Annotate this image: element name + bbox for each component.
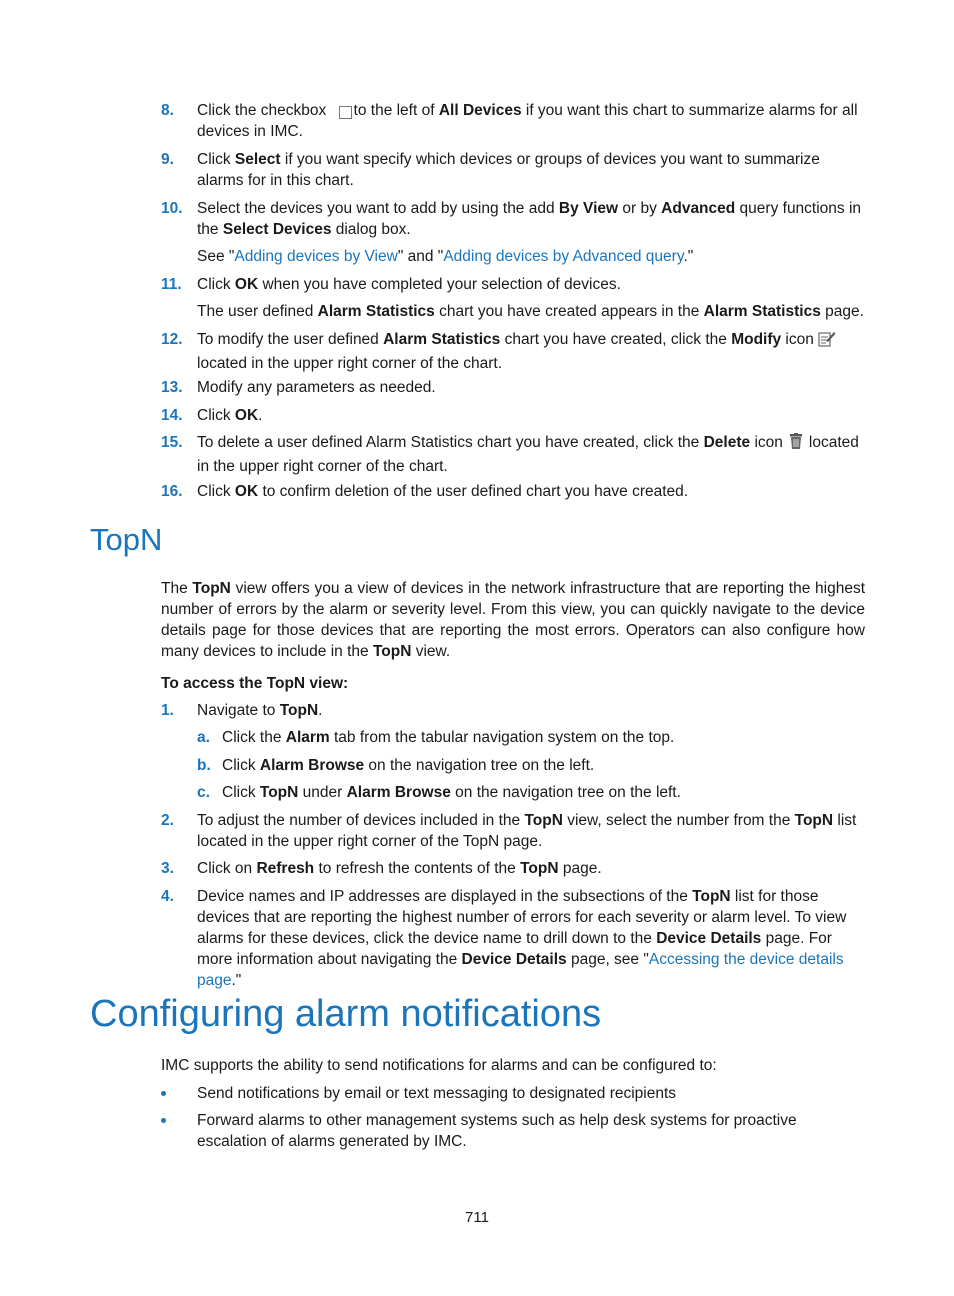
modify-icon [818, 330, 836, 353]
step-number: 12. [161, 331, 183, 348]
checkbox-icon [339, 106, 352, 119]
step-number: 13. [161, 379, 183, 396]
topn-intro: The TopN view offers you a view of devices in the network infrastructure that are reporting the highest number of errors by the alarm or severity level. From this view, you can quickly navigate to the device details page for those devices that are reporting the most errors. Operators can also configure how many devices to include in the TopN view. [161, 580, 866, 660]
topn-substep-a [197, 727, 865, 748]
notifications-intro: IMC supports the ability to send notifications for alarms and can be configured to: [161, 1057, 717, 1074]
topn-substep-c [197, 782, 865, 803]
section-heading-topn: TopN [90, 522, 163, 557]
procedure-title: To access the TopN view: [161, 675, 349, 692]
substep-text: Click Alarm Browse on the navigation tree on the left. [222, 757, 595, 774]
topn-step-2 [161, 810, 865, 852]
page-number: 711 [465, 1209, 489, 1226]
see-references: See "Adding devices by View" and "Adding devices by Advanced query." [197, 248, 694, 265]
step-number: 2. [161, 812, 174, 829]
bullet-icon [161, 1091, 166, 1096]
step-number: 11. [161, 276, 182, 293]
link-adding-devices-by-advanced-query[interactable]: Adding devices by Advanced query [443, 248, 684, 265]
bullet-text: Forward alarms to other management systems such as help desk systems for proactive escalation of alarms generated by IMC. [197, 1112, 797, 1150]
step-number: 8. [161, 102, 174, 119]
step-12 [161, 329, 865, 374]
step-10 [161, 198, 865, 240]
step-text: To modify the user defined Alarm Statistics chart you have created, click the Modify icon located in the upper right corner of the chart. [197, 329, 865, 374]
substep-letter: b. [197, 757, 211, 774]
bullet-item [161, 1110, 865, 1152]
step-text: Click OK. [197, 407, 263, 424]
link-accessing-device-details[interactable]: Accessing the device details page [197, 951, 844, 989]
topn-step-1 [161, 700, 865, 721]
step-number: 1. [161, 702, 174, 719]
step-number: 3. [161, 860, 174, 877]
step-number: 16. [161, 483, 183, 500]
step-11 [161, 274, 865, 295]
bullet-item [161, 1083, 865, 1104]
substep-letter: a. [197, 729, 210, 746]
bullet-icon [161, 1118, 166, 1123]
step-number: 9. [161, 151, 174, 168]
substep-text: Click the Alarm tab from the tabular navigation system on the top. [222, 729, 675, 746]
topn-step-4 [161, 886, 865, 991]
step-11-note: The user defined Alarm Statistics chart you have created appears in the Alarm Statistics page. [197, 303, 864, 320]
step-text: Click OK when you have completed your selection of devices. [197, 276, 621, 293]
substep-text: Click TopN under Alarm Browse on the navigation tree on the left. [222, 784, 681, 801]
step-14 [161, 405, 865, 426]
step-text: Click Select if you want specify which devices or groups of devices you want to summarize alarms for in this chart. [197, 151, 820, 189]
substep-letter: c. [197, 784, 210, 801]
step-number: 15. [161, 434, 183, 451]
trash-icon [789, 433, 803, 456]
step-text: To delete a user defined Alarm Statistics chart you have created, click the Delete icon located in the upper right corner of the chart. [197, 434, 859, 475]
step-9 [161, 149, 865, 191]
step-number: 10. [161, 200, 183, 217]
step-8 [161, 100, 865, 142]
step-text: Navigate to TopN. [197, 702, 323, 719]
bullet-text: Send notifications by email or text messaging to designated recipients [197, 1085, 677, 1102]
step-text: To adjust the number of devices included in the TopN view, select the number from the TopN list located in the upper right corner of the TopN page. [197, 812, 857, 850]
step-text: Modify any parameters as needed. [197, 379, 436, 396]
step-text: Device names and IP addresses are displayed in the subsections of the TopN list for those devices that are reporting the highest number of errors for each severity or alarm level. To view alarms for these devices, click the device name to drill down to the Device Details page. For more information about navigating the Device Details page, see "Accessing the device details page." [197, 888, 847, 989]
chapter-heading-notifications: Configuring alarm notifications [90, 993, 602, 1035]
step-text: Click OK to confirm deletion of the user defined chart you have created. [197, 483, 689, 500]
step-13 [161, 377, 865, 398]
topn-substep-b [197, 755, 865, 776]
step-15 [161, 432, 865, 477]
step-number: 14. [161, 407, 183, 424]
step-text: Select the devices you want to add by using the add By View or by Advanced query functions in the Select Devices dialog box. [197, 200, 862, 238]
topn-step-3 [161, 858, 865, 879]
link-adding-devices-by-view[interactable]: Adding devices by View [234, 248, 398, 265]
step-number: 4. [161, 888, 174, 905]
step-16 [161, 481, 865, 502]
step-text: Click the checkbox to the left of All Devices if you want this chart to summarize alarms for all devices in IMC. [197, 102, 858, 140]
step-text: Click on Refresh to refresh the contents of the TopN page. [197, 860, 602, 877]
